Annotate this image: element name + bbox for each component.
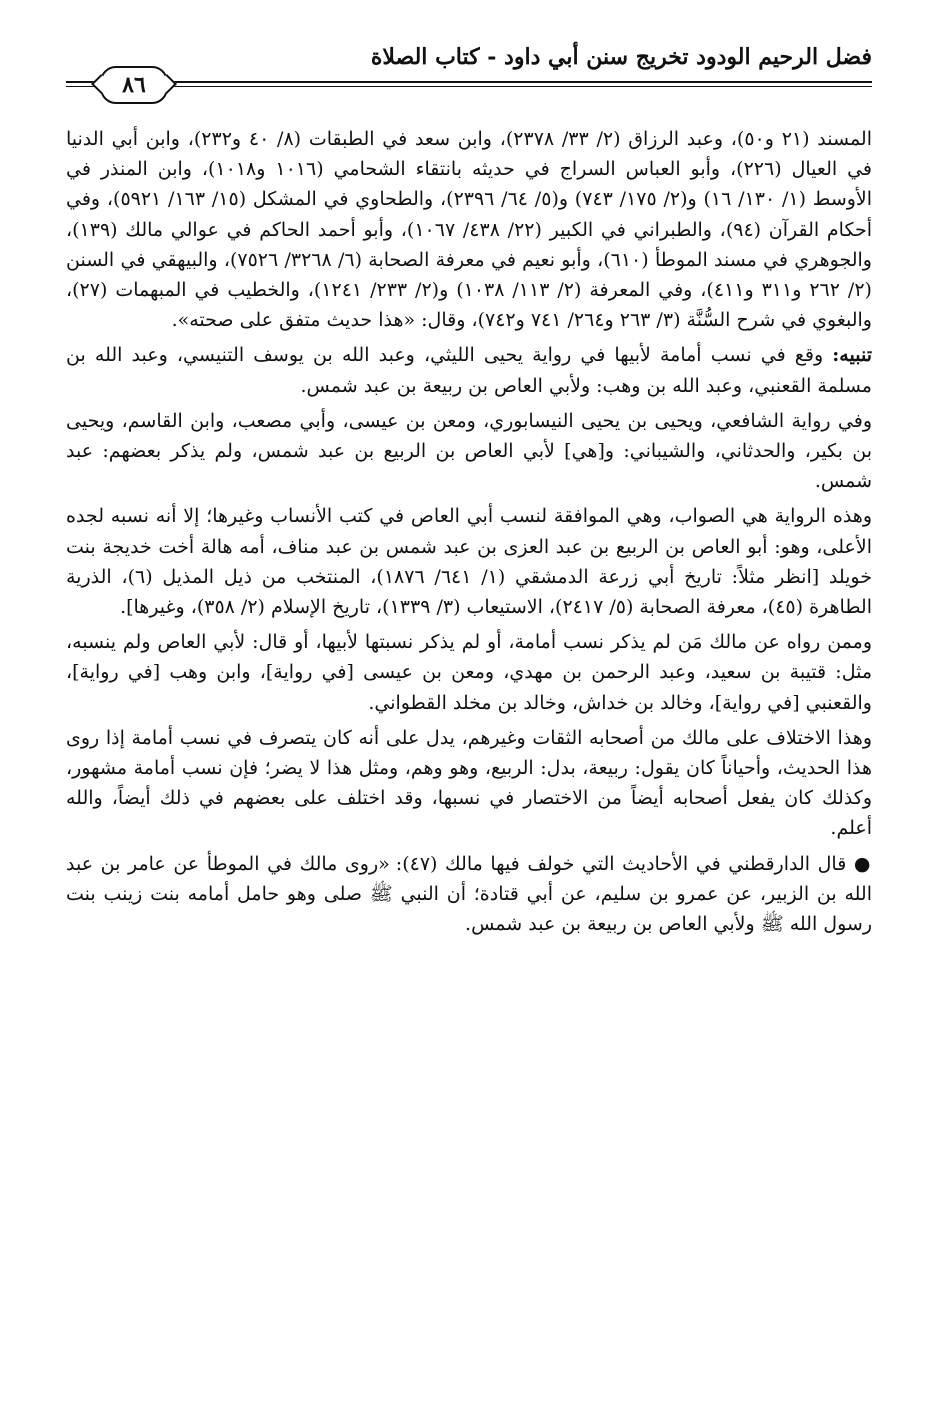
paragraph-4 bbox=[66, 501, 872, 622]
paragraph-6-text: وهذا الاختلاف على مالك من أصحابه الثقات وغيرهم، يدل على أنه كان يتصرف في نسب أمامة إذا روى هذا الحديث، وأحياناً كان يقول: ربيعة، بدل: الربيع، وهو وهم، ومثل هذا لا يضر؛ فإن نسب أمامة مشهور، وكذلك كان يفعل أصحابه أيضاً من الاختصار في نسبها، وقد اختلف على بعضهم في ذلك أيضاً، والله أعلم. bbox=[66, 726, 872, 840]
paragraph-5-text: وممن رواه عن مالك مَن لم يذكر نسب أمامة، أو لم يذكر نسبتها لأبيها، أو قال: لأبي العاص ولم ينسبه، مثل: قتيبة بن سعيد، وعبد الرحمن بن مهدي، ومعن بن عيسى [في رواية]، وابن وهب [في رواية]، والقعنبي [في رواية]، وخالد بن خداش، وخالد بن مخلد القطواني. bbox=[66, 631, 872, 714]
paragraph-3-text: وفي رواية الشافعي، ويحيى بن يحيى النيسابوري، ومعن بن عيسى، وأبي مصعب، وابن القاسم، ويحيى بن بكير، والحدثاني، والشيباني: و[هي] لأبي العاص بن الربيع بن عبد شمس، ولم يذكر بعضهم: عبد شمس. bbox=[66, 409, 872, 493]
paragraph-4-text: وهذه الرواية هي الصواب، وهي الموافقة لنسب أبي العاص في كتب الأنساب وغيرها؛ إلا أنه نسبه لجده الأعلى، وهو: أبو العاص بن الربيع بن عبد العزى بن عبد شمس بن عبد مناف، أمه هالة أخت خديجة بنت خويلد [انظر مثلاً: تاريخ أبي زرعة الدمشقي (١/ ٦٤١/ ١٨٧٦)، المنتخب من ذيل المذيل (٦)، الذرية الطاهرة (٤٥)، معرفة الصحابة (٥/ ٢٤١٧)، الاستيعاب (٣/ ١٣٣٩)، تاريخ الإسلام (٢/ ٣٥٨)، وغيرها]. bbox=[66, 505, 872, 619]
paragraph-7-text: ● قال الدارقطني في الأحاديث التي خولف فيها مالك (٤٧): «روى مالك في الموطأ عن عامر بن عبد الله بن الزبير، عن عمرو بن سليم، عن أبي قتادة؛ أن النبي ﷺ صلى وهو حامل أمامه بنت زينب بنت رسول الله ﷺ ولأبي العاص بن ربيعة بن عبد شمس. bbox=[66, 852, 872, 936]
main-text bbox=[66, 124, 872, 939]
paragraph-6 bbox=[66, 723, 872, 844]
paragraph-5 bbox=[66, 627, 872, 718]
paragraph-1 bbox=[66, 124, 872, 335]
paragraph-1-text: المسند (٢١ و٥٠)، وعبد الرزاق (٢/ ٣٣/ ٢٣٧٨)، وابن سعد في الطبقات (٨/ ٤٠ و٢٣٢)، وابن أبي الدنيا في العيال (٢٢٦)، وأبو العباس السراج في حديثه بانتقاء الشحامي (١٠١٦ و١٠١٨)، وابن المنذر في الأوسط (١/ ١٣٠/ ١٦) و(٢/ ١٧٥/ ٧٤٣) و(٥/ ٦٤/ ٢٣٩٦)، والطحاوي في المشكل (١٥/ ١٦٣/ ٥٩٢١)، وفي أحكام القرآن (٩٤)، والطبراني في الكبير (٢٢/ ٤٣٨/ ١٠٦٧)، وأبو أحمد الحاكم في عوالي مالك (١٣٩)، والجوهري في مسند الموطأ (٦١٠)، وأبو نعيم في معرفة الصحابة (٦/ ٣٢٦٨/ ٧٥٢٦)، والبيهقي في السنن (٢/ ٢٦٢ و٣١١ و٤١١)، وفي المعرفة (٢/ ١١٣/ ١٠٣٨) و(٢/ ٢٣٣/ ١٢٤١)، والخطيب في المبهمات (٢٧)، والبغوي في شرح السُّنَّة (٣/ ٢٦٣ و٢٦٤/ ٧٤١ و٧٤٢)، وقال: «هذا حديث متفق على صحته». bbox=[66, 128, 873, 332]
paragraph-7 bbox=[66, 849, 872, 940]
note-label: تنبيه: bbox=[832, 344, 872, 367]
running-title: فضل الرحيم الودود تخريج سنن أبي داود - كتاب الصلاة bbox=[370, 44, 872, 70]
paragraph-2 bbox=[66, 340, 872, 400]
page-header bbox=[66, 40, 872, 124]
header-rule bbox=[66, 81, 872, 87]
page-number: ٨٦ bbox=[100, 66, 168, 104]
paragraph-2-text: وقع في نسب أمامة لأبيها في رواية يحيى الليثي، وعبد الله بن يوسف التنيسي، وعبد الله بن مسلمة القعنبي، وعبد الله بن وهب: ولأبي العاص بن ربيعة بن عبد شمس. bbox=[66, 344, 872, 397]
paragraph-3 bbox=[66, 406, 872, 497]
